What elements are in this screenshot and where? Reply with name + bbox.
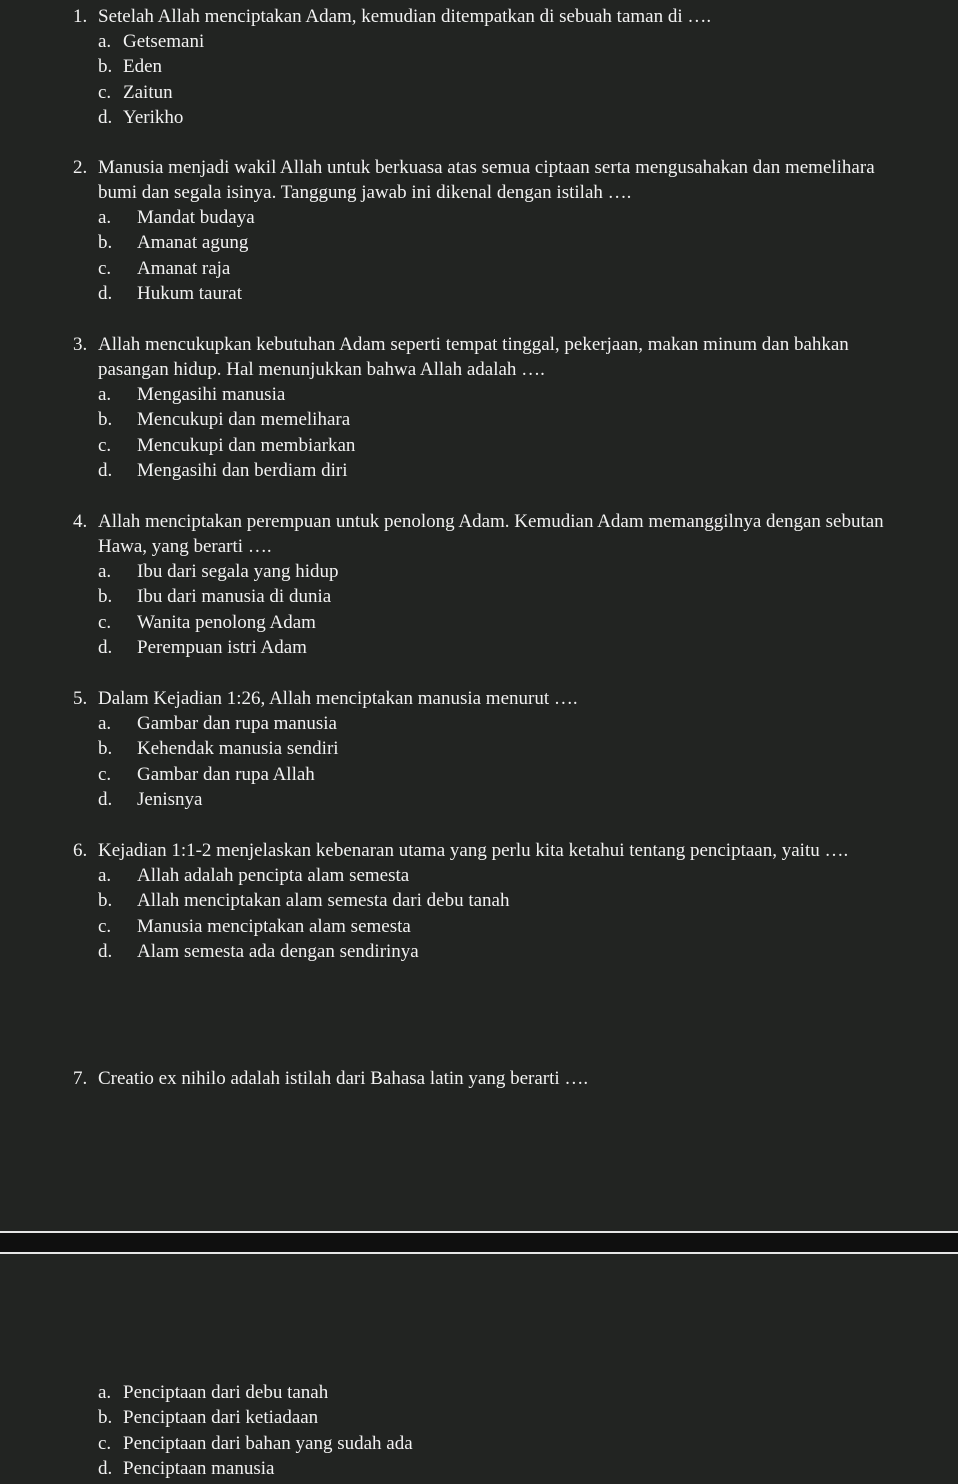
option-letter: b.: [98, 56, 113, 78]
option-list: [0, 711, 900, 813]
option-a[interactable]: [0, 711, 900, 736]
option-d[interactable]: [0, 105, 900, 130]
option-letter: b.: [98, 1407, 113, 1429]
option-letter: b.: [98, 890, 113, 912]
option-c[interactable]: [0, 610, 900, 635]
question-7-options: [0, 1380, 900, 1482]
option-label: Gambar dan rupa manusia: [137, 713, 337, 734]
option-d[interactable]: [0, 458, 900, 483]
question-text: [0, 332, 900, 382]
option-letter: b.: [98, 738, 113, 760]
option-letter: c.: [98, 1432, 112, 1454]
option-label: Zaitun: [123, 81, 173, 103]
question-prompt: Kejadian 1:1-2 menjelaskan kebenaran utama yang perlu kita ketahui tentang penciptaan, yaitu ….: [98, 840, 849, 861]
option-label: Perempuan istri Adam: [137, 637, 307, 659]
question-prompt: Allah mencukupkan kebutuhan Adam seperti tempat tinggal, pekerjaan, makan minum dan bahkan pasangan hidup. Hal menunjukkan bahwa Allah adalah ….: [98, 334, 849, 380]
option-letter: a.: [98, 384, 112, 405]
option-label: Alam semesta ada dengan sendirinya: [137, 941, 419, 963]
question-text: [0, 1066, 900, 1091]
option-letter: d.: [98, 941, 113, 963]
question-7: [0, 1066, 900, 1091]
option-c[interactable]: [0, 256, 900, 281]
option-a[interactable]: [0, 382, 900, 407]
option-list: [0, 1380, 900, 1482]
option-label: Eden: [123, 56, 163, 78]
option-label: Wanita penolong Adam: [137, 611, 316, 633]
option-letter: a.: [98, 31, 112, 52]
option-b[interactable]: [0, 888, 900, 913]
option-a[interactable]: [0, 1380, 900, 1405]
option-label: Gambar dan rupa Allah: [137, 763, 315, 785]
option-a[interactable]: [0, 29, 900, 54]
option-b[interactable]: [0, 1405, 900, 1430]
question-prompt: Manusia menjadi wakil Allah untuk berkuasa atas semua ciptaan serta mengusahakan dan memelihara bumi dan segala isinya. Tanggung jawab ini dikenal dengan istilah ….: [98, 157, 875, 203]
option-c[interactable]: [0, 914, 900, 939]
option-letter: a.: [98, 865, 112, 886]
question-number: 5.: [73, 688, 88, 709]
option-d[interactable]: [0, 635, 900, 660]
option-label: Yerikho: [123, 107, 184, 129]
option-label: Kehendak manusia sendiri: [137, 738, 339, 760]
option-letter: d.: [98, 789, 113, 811]
option-letter: a.: [98, 207, 112, 228]
option-letter: d.: [98, 637, 113, 659]
question-prompt: Dalam Kejadian 1:26, Allah menciptakan manusia menurut ….: [98, 688, 578, 709]
option-list: [0, 863, 900, 965]
option-letter: d.: [98, 107, 113, 129]
option-a[interactable]: [0, 863, 900, 888]
option-label: Allah menciptakan alam semesta dari debu tanah: [137, 890, 510, 912]
question-4: [0, 509, 900, 661]
option-letter: a.: [98, 561, 112, 582]
question-text: [0, 686, 900, 711]
option-b[interactable]: [0, 584, 900, 609]
option-b[interactable]: [0, 54, 900, 79]
option-letter: a.: [98, 713, 112, 734]
option-b[interactable]: [0, 407, 900, 432]
option-label: Penciptaan dari debu tanah: [123, 1382, 329, 1403]
question-text: [0, 155, 900, 205]
question-prompt: Setelah Allah menciptakan Adam, kemudian ditempatkan di sebuah taman di ….: [98, 6, 712, 27]
option-list: [0, 559, 900, 661]
question-1: [0, 4, 900, 131]
option-c[interactable]: [0, 762, 900, 787]
option-label: Penciptaan manusia: [123, 1458, 275, 1480]
option-label: Ibu dari segala yang hidup: [137, 561, 339, 582]
option-letter: a.: [98, 1382, 112, 1403]
option-d[interactable]: [0, 281, 900, 306]
page-break-band: [0, 1233, 958, 1252]
option-letter: c.: [98, 434, 112, 456]
option-label: Ibu dari manusia di dunia: [137, 586, 332, 608]
option-label: Jenisnya: [137, 789, 203, 811]
option-label: Hukum taurat: [137, 283, 243, 305]
question-5: [0, 686, 900, 813]
page-break-bottom-line: [0, 1252, 958, 1254]
question-number: 2.: [73, 157, 88, 178]
option-b[interactable]: [0, 736, 900, 761]
option-letter: b.: [98, 586, 113, 608]
option-c[interactable]: [0, 80, 900, 105]
option-label: Amanat raja: [137, 257, 231, 279]
question-3: [0, 332, 900, 484]
option-d[interactable]: [0, 1456, 900, 1481]
option-a[interactable]: [0, 205, 900, 230]
question-text: [0, 4, 900, 29]
option-letter: b.: [98, 409, 113, 431]
option-label: Getsemani: [123, 31, 205, 52]
option-list: [0, 29, 900, 131]
question-prompt: Creatio ex nihilo adalah istilah dari Bahasa latin yang berarti ….: [98, 1068, 589, 1089]
option-c[interactable]: [0, 433, 900, 458]
option-list: [0, 205, 900, 307]
option-c[interactable]: [0, 1431, 900, 1456]
option-letter: d.: [98, 283, 113, 305]
option-list: [0, 382, 900, 484]
option-letter: c.: [98, 81, 112, 103]
option-letter: d.: [98, 460, 113, 482]
option-letter: c.: [98, 915, 112, 937]
option-letter: d.: [98, 1458, 113, 1480]
option-label: Mandat budaya: [137, 207, 255, 228]
option-label: Penciptaan dari bahan yang sudah ada: [123, 1432, 413, 1454]
option-d[interactable]: [0, 939, 900, 964]
option-letter: c.: [98, 611, 112, 633]
question-prompt: Allah menciptakan perempuan untuk penolong Adam. Kemudian Adam memanggilnya dengan sebutan Hawa, yang berarti ….: [98, 511, 884, 557]
option-label: Mengasihi dan berdiam diri: [137, 460, 348, 482]
option-label: Amanat agung: [137, 232, 249, 254]
question-text: [0, 838, 900, 863]
option-a[interactable]: [0, 559, 900, 584]
question-number: 4.: [73, 511, 88, 532]
question-2: [0, 155, 900, 307]
option-letter: c.: [98, 257, 112, 279]
question-text: [0, 509, 900, 559]
option-label: Mencukupi dan memelihara: [137, 409, 351, 431]
option-label: Mencukupi dan membiarkan: [137, 434, 356, 456]
question-number: 3.: [73, 334, 88, 355]
option-label: Allah adalah pencipta alam semesta: [137, 865, 410, 886]
question-number: 7.: [73, 1068, 88, 1089]
question-number: 6.: [73, 840, 88, 861]
question-6: [0, 838, 900, 965]
question-number: 1.: [73, 6, 88, 27]
option-letter: b.: [98, 232, 113, 254]
option-label: Mengasihi manusia: [137, 384, 286, 405]
option-d[interactable]: [0, 787, 900, 812]
option-letter: c.: [98, 763, 112, 785]
option-label: Manusia menciptakan alam semesta: [137, 915, 411, 937]
option-b[interactable]: [0, 230, 900, 255]
option-label: Penciptaan dari ketiadaan: [123, 1407, 319, 1429]
